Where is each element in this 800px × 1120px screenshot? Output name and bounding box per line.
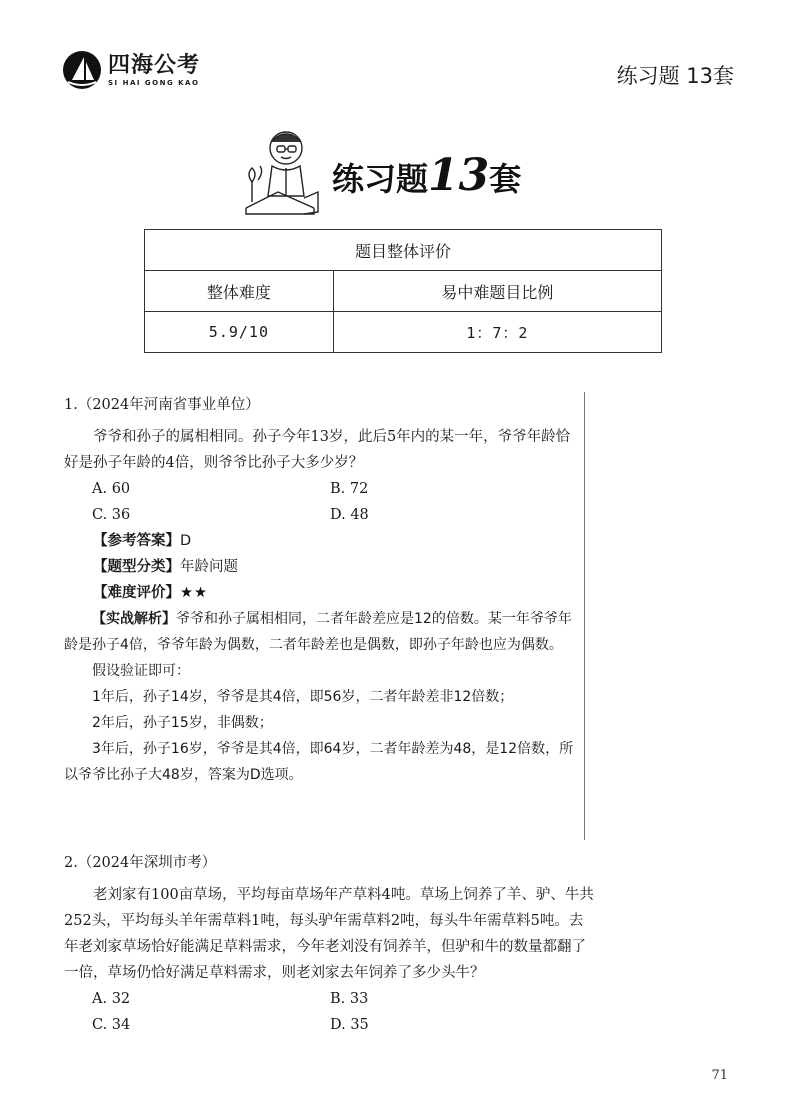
option-b: B. 72: [330, 481, 369, 497]
difficulty-value: 5.9/10: [145, 312, 334, 353]
logo-english-name: SI HAI GONG KAO: [108, 78, 200, 87]
running-header-title: 练习题 13套: [616, 64, 734, 88]
question-1: [64, 392, 584, 788]
question-1-options: [64, 476, 584, 528]
sailboat-logo-icon: [62, 50, 102, 90]
question-2-stem: 老刘家有100亩草场，平均每亩草场年产草料4吨。草场上饲养了羊、驴、牛共252头，平均每头羊年需草料1吨，每头驴年需草料2吨，每头牛年需草料5吨。去年老刘家草场恰好能满足草料需求，今年老刘没有饲养羊，但驴和牛的数量都翻了一倍，草场仍恰好满足草料需求，则老刘家去年饲养了多少头牛？: [64, 887, 594, 981]
difficulty-line: [64, 580, 584, 606]
difficulty-stars: ★★: [180, 585, 208, 601]
option-c: C. 36: [92, 507, 131, 523]
logo-chinese-name: 四海公考: [108, 52, 201, 78]
analysis-step-3: 3年后，孙子16岁，爷爷是其4倍，即64岁，二者年龄差为48，是12倍数，所以爷爷比孙子大48岁，答案为D选项。: [64, 741, 574, 783]
analysis-tag: 【实战解析】: [92, 611, 176, 627]
title-prefix: 练习题: [332, 160, 429, 198]
question-2-options: [64, 986, 594, 1038]
analysis-paragraph: [64, 606, 584, 658]
reading-boy-illustration-icon: [238, 122, 322, 222]
option-d: D. 48: [330, 507, 369, 523]
analysis-text: 爷爷和孙子属相相同，二者年龄差应是12的倍数。某一年爷爷年龄是孙子4倍，爷爷年龄为偶数，二者年龄差也是偶数，即孙子年龄也应为偶数。: [64, 611, 572, 653]
type-line: [64, 554, 584, 580]
option-c: C. 34: [92, 1017, 131, 1033]
analysis-step-2: 2年后，孙子15岁，非偶数；: [92, 715, 273, 731]
title-suffix: 套: [489, 160, 522, 198]
evaluation-table: [144, 229, 662, 353]
answer-value: D: [180, 533, 192, 549]
ratio-value: 1：7：2: [333, 312, 661, 353]
question-2-header: 2.（2024年深圳市考）: [64, 855, 217, 871]
evaluation-heading: 题目整体评价: [145, 230, 662, 271]
option-a: A. 60: [92, 481, 131, 497]
question-1-header: 1.（2024年河南省事业单位）: [64, 397, 260, 413]
answer-tag: 【参考答案】: [93, 533, 180, 549]
page-title: [332, 150, 521, 201]
difficulty-tag: 【难度评价】: [93, 585, 180, 601]
analysis-step-0: 假设验证即可：: [92, 663, 190, 679]
difficulty-label: 整体难度: [145, 271, 334, 312]
option-d: D. 35: [330, 1017, 369, 1033]
question-2: [64, 850, 594, 1038]
type-tag: 【题型分类】: [93, 559, 180, 575]
type-value: 年龄问题: [180, 559, 238, 575]
page-number: 71: [711, 1068, 728, 1083]
brand-logo: [62, 50, 200, 90]
answer-line: [64, 528, 584, 554]
question-1-stem: 爷爷和孙子的属相相同。孙子今年13岁，此后5年内的某一年，爷爷年龄恰好是孙子年龄的4倍，则爷爷比孙子大多少岁？: [64, 429, 571, 471]
ratio-label: 易中难题目比例: [333, 271, 661, 312]
margin-rule: [584, 392, 585, 840]
option-b: B. 33: [330, 991, 369, 1007]
title-number: 13: [428, 150, 490, 201]
option-a: A. 32: [92, 991, 131, 1007]
analysis-step-1: 1年后，孙子14岁，爷爷是其4倍，即56岁，二者年龄差非12倍数；: [92, 689, 514, 705]
